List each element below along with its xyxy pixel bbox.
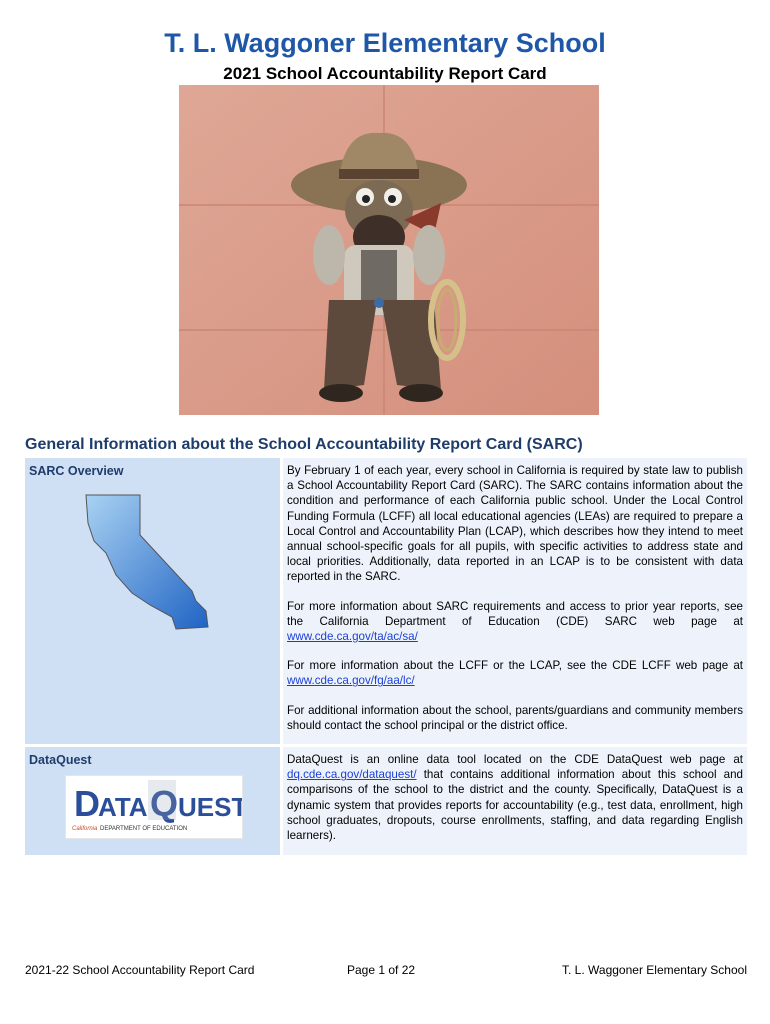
footer-school-name: T. L. Waggoner Elementary School [562, 963, 747, 977]
school-mascot-photo [179, 85, 599, 415]
sarc-overview-paragraph-4: For additional information about the school, parents/guardians and community members should contact the school principal or the district office. [287, 703, 743, 732]
dataquest-label-cell [25, 747, 280, 855]
footer-report-name: 2021-22 School Accountability Report Card [25, 963, 255, 977]
dataquest-logo-letter-q: Q [150, 783, 179, 824]
dataquest-text-after: that contains additional information about this school and comparisons of the school to the district and the county. Specifically, DataQuest is a dynamic system that provides reports for accountability (e.g., test data, enrollment, high school graduates, dropouts, course enrollments, staffing, and data regarding English learners). [287, 768, 743, 843]
sarc-overview-paragraph-1: By February 1 of each year, every school in California is required by state law to publish a School Accountability Report Card (SARC). The SARC contains information about the condition and performance of each California public school. Under the Local Control Funding Formula (LCFF) all local educational agencies (LEAs) are required to prepare a Local Control and Accountability Plan (LCAP), which describes how they intend to meet annual school-specific goals for all pupils, with specific activities to address state and local priorities. Additionally, data reported in an LCAP is to be consistent with data reported in the SARC. [287, 464, 743, 584]
sarc-overview-label: SARC Overview [29, 464, 124, 478]
sarc-overview-paragraph-2 [287, 599, 743, 645]
dataquest-paragraph [287, 752, 743, 843]
california-map-icon [80, 493, 220, 633]
sarc-overview-label-cell [25, 458, 280, 744]
dataquest-logo-word-ata: ATA [98, 792, 148, 822]
lcff-web-page-link[interactable]: www.cde.ca.gov/fg/aa/lc/ [287, 674, 415, 688]
dataquest-label: DataQuest [29, 753, 92, 767]
dataquest-content [283, 747, 747, 855]
sarc-overview-content [283, 458, 747, 744]
section-heading: General Information about the School Accountability Report Card (SARC) [25, 436, 583, 453]
dataquest-text-before: DataQuest is an online data tool located on the CDE DataQuest web page at [287, 753, 743, 766]
dataquest-logo-caption-state: California [72, 826, 98, 832]
page-subtitle: 2021 School Accountability Report Card [223, 64, 547, 83]
sarc-overview-row [25, 458, 747, 744]
sarc-overview-paragraph-3 [287, 658, 743, 688]
sarc-info-table [25, 458, 747, 855]
sarc-overview-paragraph-3-text: For more information about the LCFF or the LCAP, see the CDE LCFF web page at [287, 659, 743, 673]
page-title: T. L. Waggoner Elementary School [164, 28, 606, 58]
footer-page-number: Page 1 of 22 [347, 963, 416, 977]
dataquest-logo [65, 775, 243, 839]
sarc-overview-paragraph-2-text: For more information about SARC requirements and access to prior year reports, see the California Department of Education (CDE) SARC web page at [287, 599, 743, 628]
dataquest-row [25, 747, 747, 855]
dataquest-logo-word-uest: UEST [178, 792, 242, 822]
dataquest-logo-caption-dept: DEPARTMENT OF EDUCATION [100, 826, 188, 832]
dataquest-web-page-link[interactable]: dq.cde.ca.gov/dataquest/ [287, 768, 417, 782]
sarc-web-page-link[interactable]: www.cde.ca.gov/ta/ac/sa/ [287, 630, 418, 644]
dataquest-logo-letter-d: D [74, 783, 100, 824]
